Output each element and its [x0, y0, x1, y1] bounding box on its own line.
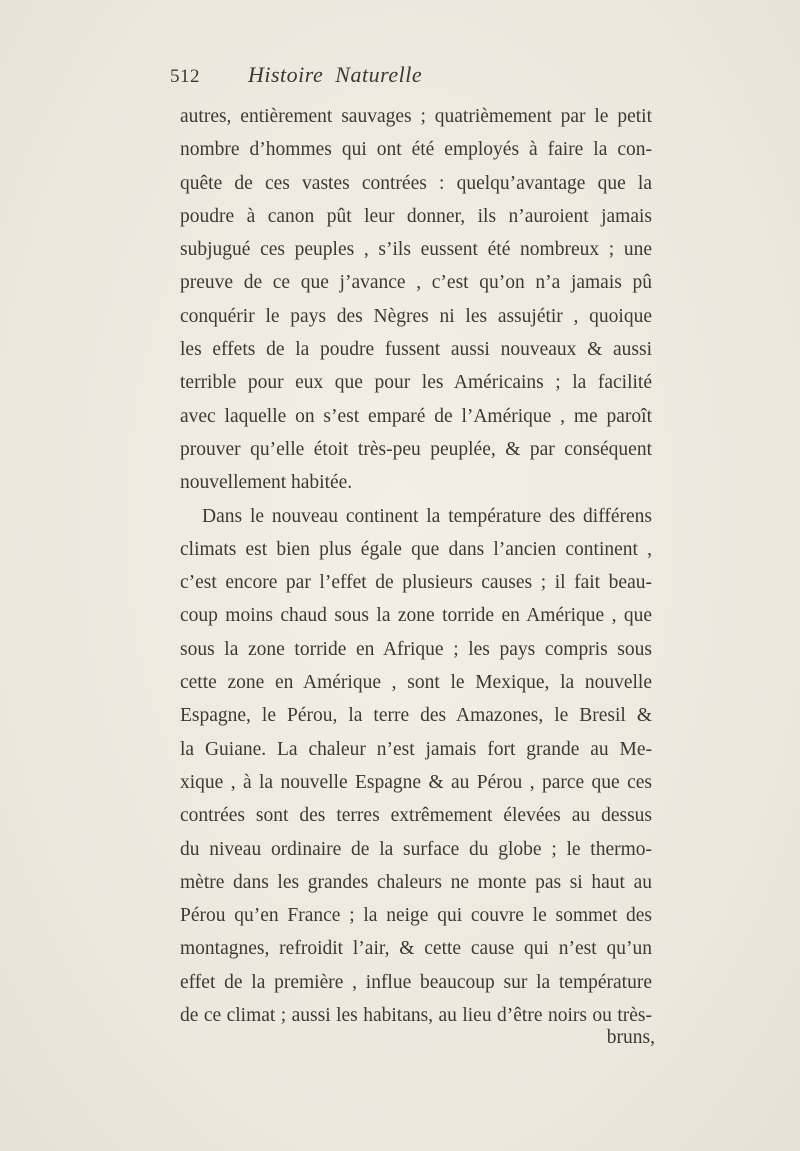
text-line: terrible pour eux que pour les Américains ; la facilité — [180, 372, 652, 394]
catchword: bruns, — [606, 1027, 655, 1048]
page-header — [170, 62, 640, 94]
text-line: poudre à canon pût leur donner, ils n’auroient jamais — [180, 205, 652, 227]
paragraph-start-line: Dans le nouveau continent la température des différens — [202, 505, 652, 527]
text-line: Espagne, le Pérou, la terre des Amazones, le Bresil & — [180, 705, 652, 727]
text-line: c’est encore par l’effet de plusieurs causes ; il fait beau- — [180, 572, 652, 594]
text-line: prouver qu’elle étoit très-peu peuplée, & par conséquent — [180, 438, 652, 460]
text-line: xique , à la nouvelle Espagne & au Pérou , parce que ces — [180, 771, 652, 793]
text-line: les effets de la poudre fussent aussi nouveaux & aussi — [180, 339, 652, 361]
text-line: contrées sont des terres extrêmement élevées au dessus — [180, 805, 652, 827]
text-line: Pérou qu’en France ; la neige qui couvre le sommet des — [180, 905, 652, 927]
text-line: conquérir le pays des Nègres ni les assujétir , quoique — [180, 305, 652, 327]
text-line: preuve de ce que j’avance , c’est qu’on n’a jamais pû — [180, 272, 652, 294]
text-line: la Guiane. La chaleur n’est jamais fort grande au Me- — [180, 738, 652, 760]
text-line: coup moins chaud sous la zone torride en Amérique , que — [180, 605, 652, 627]
text-line: autres, entièrement sauvages ; quatrièmement par le petit — [180, 106, 652, 127]
text-line: effet de la première , influe beaucoup sur la température — [180, 971, 652, 993]
text-line: climats est bien plus égale que dans l’ancien continent , — [180, 538, 652, 560]
text-line: avec laquelle on s’est emparé de l’Amérique , me paroît — [180, 405, 652, 427]
text-line: quête de ces vastes contrées : quelqu’avantage que la — [180, 172, 652, 194]
text-line: subjugué ces peuples , s’ils eussent été nombreux ; une — [180, 239, 652, 261]
text-line: cette zone en Amérique , sont le Mexique, la nouvelle — [180, 672, 652, 694]
text-line: sous la zone torride en Afrique ; les pays compris sous — [180, 638, 652, 660]
paragraph-end-line: nouvellement habitée. — [180, 472, 353, 494]
text-line: de ce climat ; aussi les habitans, au lieu d’être noirs ou très- — [180, 1005, 652, 1027]
running-head: Histoire Naturelle — [248, 62, 423, 87]
text-line: du niveau ordinaire de la surface du globe ; le thermo- — [180, 838, 652, 860]
text-line: montagnes, refroidit l’air, & cette cause qui n’est qu’un — [180, 938, 652, 960]
text-line: nombre d’hommes qui ont été employés à faire la con- — [180, 139, 652, 161]
page-number: 512 — [170, 66, 200, 87]
text-line: mètre dans les grandes chaleurs ne monte pas si haut au — [180, 871, 652, 893]
body-text — [180, 100, 652, 1032]
